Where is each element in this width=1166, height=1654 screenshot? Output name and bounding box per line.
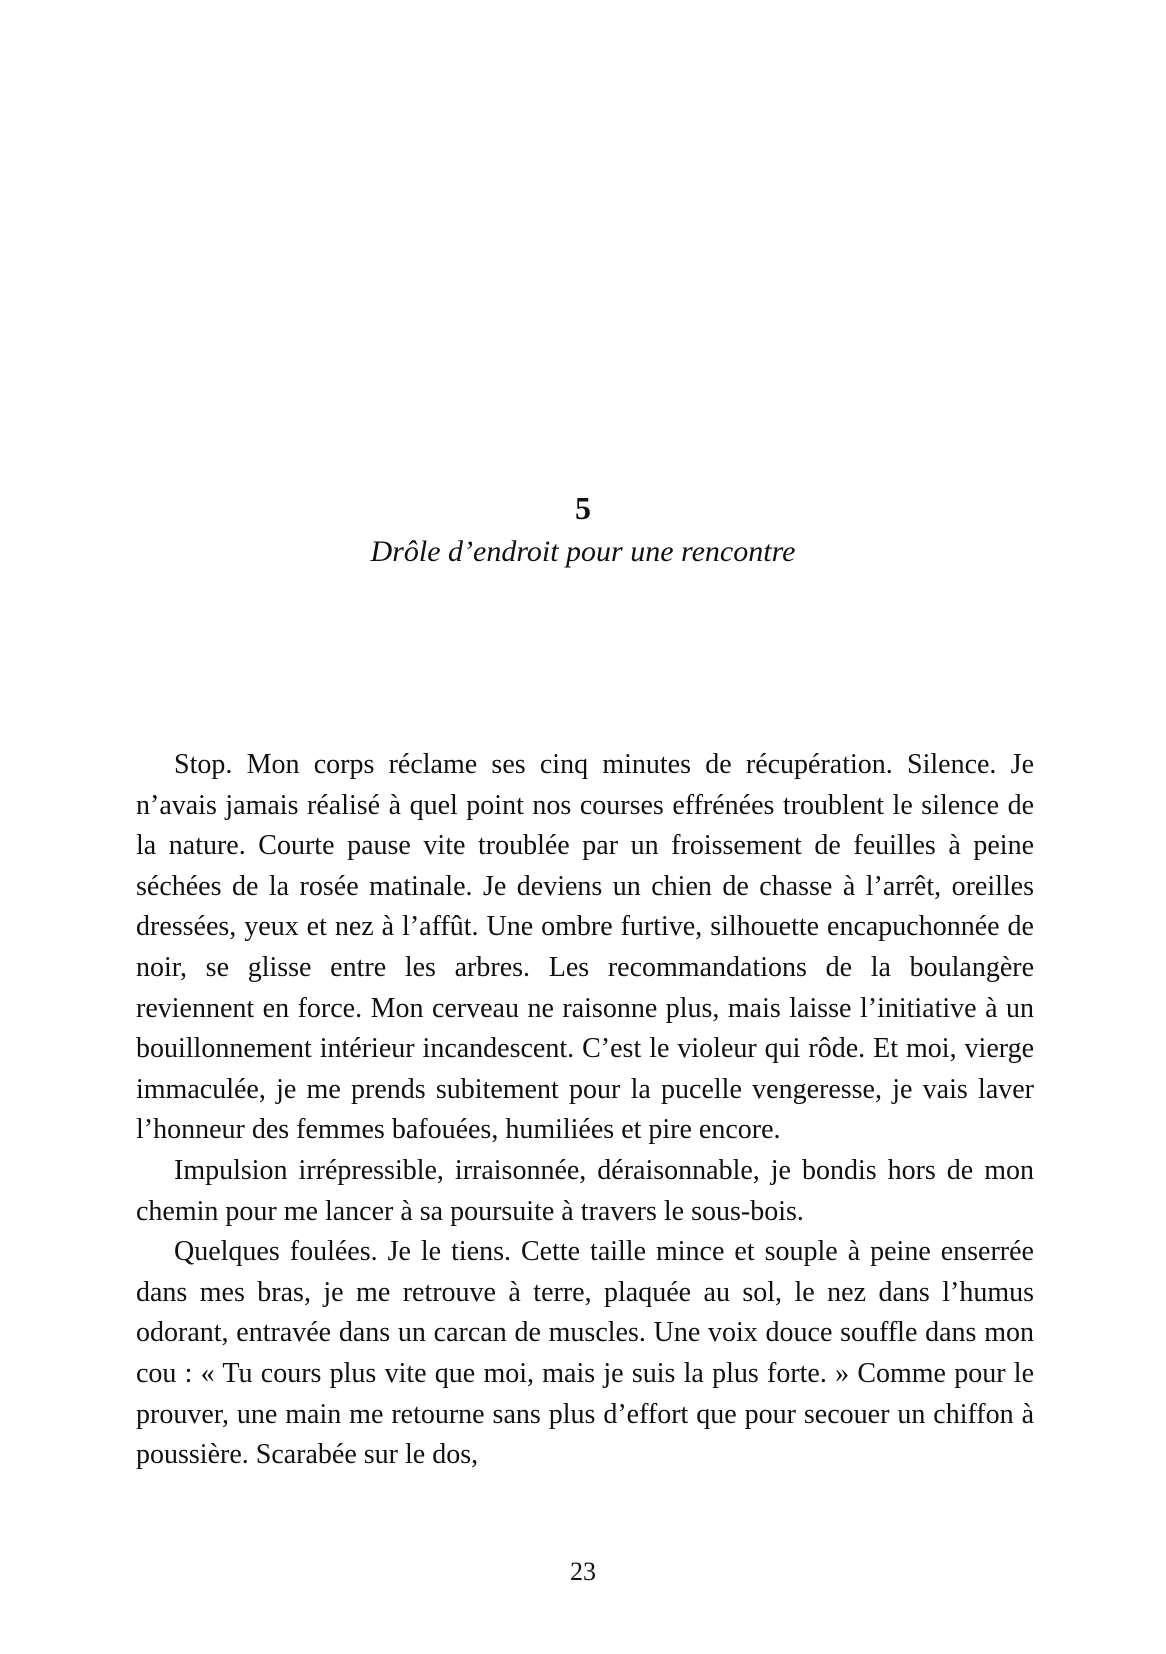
- chapter-number: 5: [575, 490, 591, 526]
- paragraph: Stop. Mon corps réclame ses cinq minutes de récupération. Silence. Je n’avais jamais réalisé à quel point nos courses effrénées troublent le silence de la nature. Courte pause vite troublée par un froissement de feuilles à peine séchées de la rosée matinale. Je deviens un chien de chasse à l’arrêt, oreilles dressées, yeux et nez à l’affût. Une ombre furtive, silhouette encapuchonnée de noir, se glisse entre les arbres. Les recommandations de la boulangère reviennent en force. Mon cerveau ne raisonne plus, mais laisse l’initiative à un bouillonnement intérieur incandescent. C’est le violeur qui rôde. Et moi, vierge immaculée, je me prends subitement pour la pucelle vengeresse, je vais laver l’honneur des femmes bafouées, humiliées et pire encore.: [136, 749, 1034, 1146]
- paragraph: Quelques foulées. Je le tiens. Cette taille mince et souple à peine enserrée dans mes bras, je me retrouve à terre, plaquée au sol, le nez dans l’humus odorant, entravée dans un carcan de muscles. Une voix douce souffle dans mon cou : « Tu cours plus vite que moi, mais je suis la plus forte. » Comme pour le prouver, une main me retourne sans plus d’effort que pour secouer un chiffon à poussière. Scarabée sur le dos,: [136, 1236, 1034, 1471]
- page-number: 23: [570, 1557, 596, 1586]
- paragraph: Impulsion irrépressible, irraisonnée, déraisonnable, je bondis hors de mon chemin pour me lancer à sa poursuite à travers le sous-bois.: [136, 1154, 1034, 1227]
- chapter-title: Drôle d’endroit pour une rencontre: [370, 535, 796, 568]
- body-text: [136, 745, 1034, 1476]
